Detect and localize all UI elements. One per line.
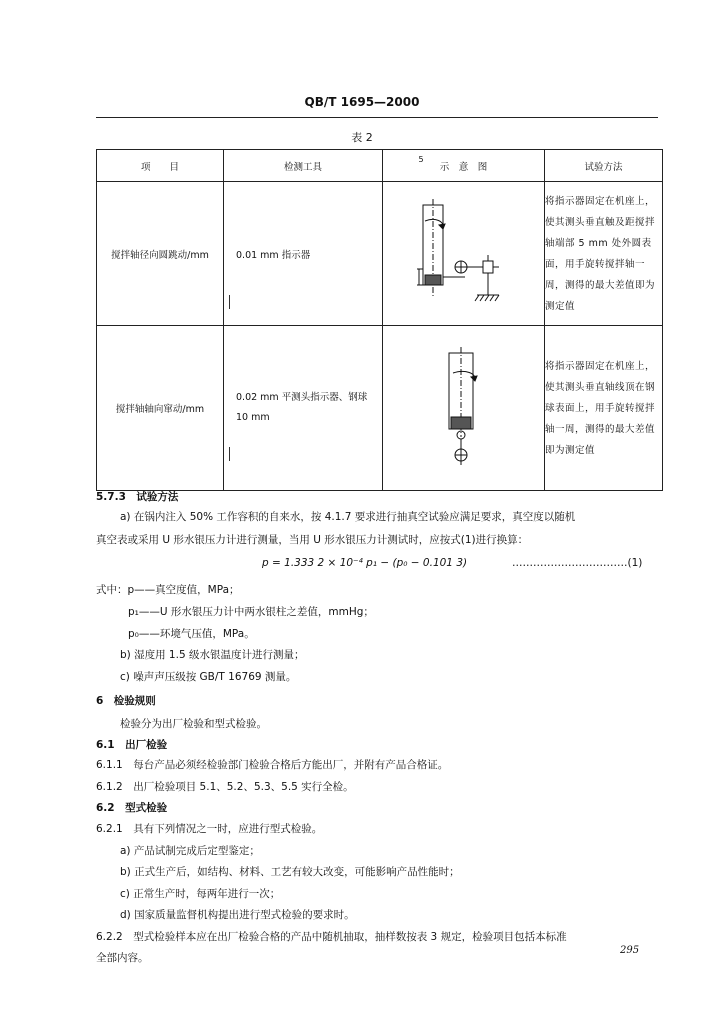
s573-b: b) 湿度用 1.5 级水银温度计进行测量；	[120, 649, 305, 661]
section-6-2-heading: 6.2 型式检验	[96, 802, 168, 814]
where-p: 式中：p——真空度值，MPa；	[96, 584, 240, 596]
formula-number: ……………………………(1)	[512, 557, 643, 569]
table-caption: 表 2	[351, 131, 373, 144]
header-diagram: 示 意 图	[383, 150, 545, 182]
s611: 6.1.1 每台产品必须经检验部门检验合格后方能出厂，并附有产品合格证。	[96, 759, 449, 771]
s6-intro: 检验分为出厂检验和型式检验。	[120, 718, 267, 730]
row1-method: 将指示器固定在机座上，使其测头垂直触及距搅拌轴端部 5 mm 处外圆表面，用手旋转搅拌轴一周，测得的最大差值即为测定值	[545, 182, 663, 326]
row2-diagram	[383, 326, 545, 491]
s622-line1: 6.2.2 型式检验样本应在出厂检验合格的产品中随机抽取，抽样数按表 3 规定，检验项目包括本标准	[96, 931, 567, 943]
formula: p = 1.333 2 × 10⁻⁴ p₁ − (p₀ − 0.101 3)	[262, 557, 468, 569]
s621: 6.2.1 具有下列情况之一时，应进行型式检验。	[96, 823, 323, 835]
axial-play-diagram	[419, 347, 509, 467]
radial-runout-diagram	[409, 197, 519, 307]
header-tool: 检测工具	[224, 150, 383, 182]
s622-line2: 全部内容。	[96, 952, 149, 964]
row1-tool: 0.01 mm 指示器	[224, 182, 383, 326]
header-rule	[96, 117, 658, 118]
where-p0: p₀——环境气压值，MPa。	[128, 628, 255, 640]
section-6-heading: 6 检验规则	[96, 695, 156, 707]
s612: 6.1.2 出厂检验项目 5.1、5.2、5.3、5.5 实行全检。	[96, 781, 354, 793]
diagram-dimension-label: 5	[418, 155, 424, 164]
row2-item: 搅拌轴轴向窜动/mm	[97, 326, 224, 491]
section-5-7-3-heading: 5.7.3 试验方法	[96, 491, 179, 503]
standard-header: QB/T 1695—2000	[304, 95, 420, 109]
scan-mark	[229, 295, 230, 309]
s621-a: a) 产品试制完成后定型鉴定；	[120, 845, 260, 857]
header-method: 试验方法	[545, 150, 663, 182]
table-header-row	[97, 150, 663, 182]
s573-a-line2: 真空表或采用 U 形水银压力计进行测量，当用 U 形水银压力计测试时，应按式(1)进行换算：	[96, 534, 529, 546]
section-6-1-heading: 6.1 出厂检验	[96, 739, 168, 751]
table-row	[97, 182, 663, 326]
s621-d: d) 国家质量监督机构提出进行型式检验的要求时。	[120, 909, 355, 921]
row2-tool: 0.02 mm 平测头指示器、钢球 10 mm	[224, 326, 383, 491]
scan-mark	[229, 447, 230, 461]
s621-c: c) 正常生产时，每两年进行一次；	[120, 888, 281, 900]
where-p1: p₁——U 形水银压力计中两水银柱之差值，mmHg；	[128, 606, 374, 618]
s621-b: b) 正式生产后，如结构、材料、工艺有较大改变，可能影响产品性能时；	[120, 866, 460, 878]
table-row	[97, 326, 663, 491]
inspection-table	[96, 149, 663, 491]
row1-item: 搅拌轴径向圆跳动/mm	[97, 182, 224, 326]
row2-method: 将指示器固定在机座上，使其测头垂直轴线顶在钢球表面上，用手旋转搅拌轴一周，测得的最大差值即为测定值	[545, 326, 663, 491]
header-item: 项 目	[97, 150, 224, 182]
s573-c: c) 噪声声压级按 GB/T 16769 测量。	[120, 671, 297, 683]
s573-a-line1: a) 在锅内注入 50% 工作容积的自来水，按 4.1.7 要求进行抽真空试验应满足要求，真空度以随机	[120, 511, 576, 523]
page-number: 295	[620, 945, 640, 956]
